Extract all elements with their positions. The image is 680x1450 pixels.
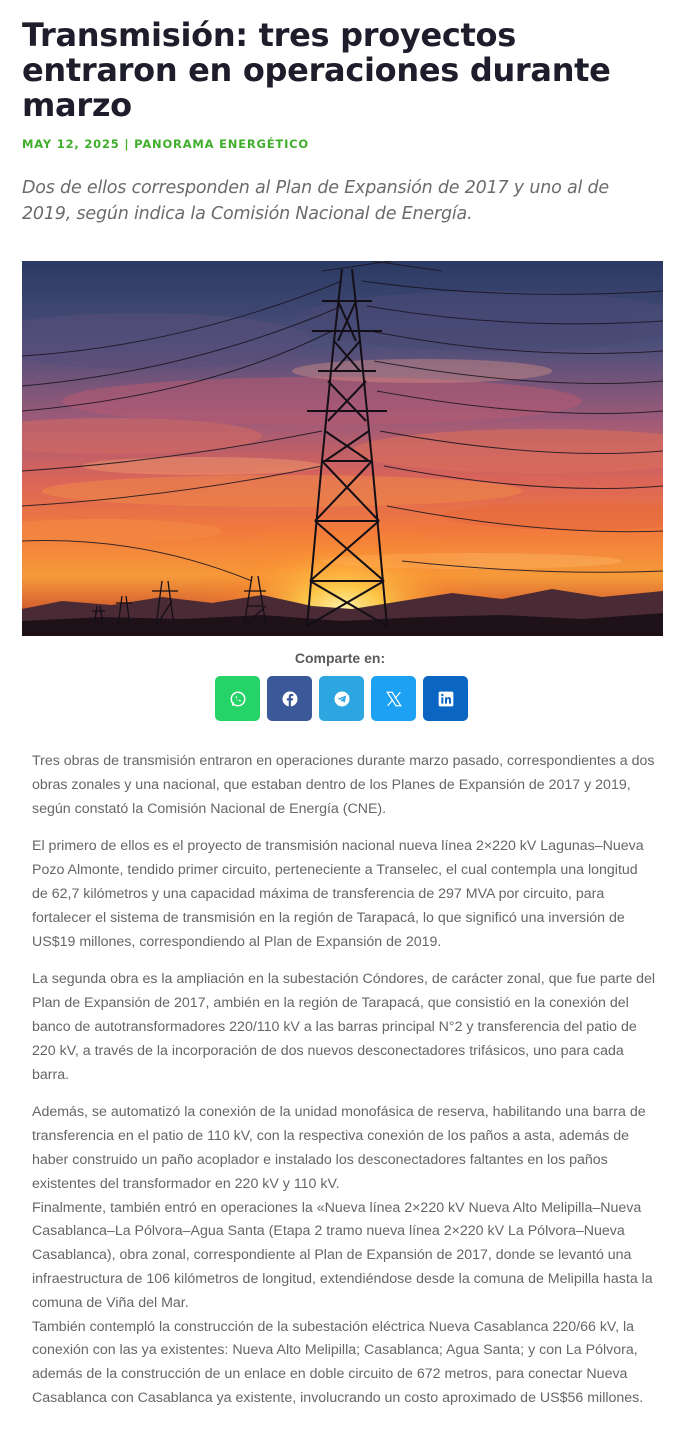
telegram-icon — [333, 690, 351, 708]
article-meta[interactable]: MAY 12, 2025 | PANORAMA ENERGÉTICO — [22, 137, 309, 151]
share-label: Comparte en: — [294, 650, 386, 666]
facebook-icon — [281, 690, 299, 708]
article-title: Transmisión: tres proyectos entraron en operaciones durante marzo — [22, 16, 611, 124]
article-header — [22, 18, 663, 227]
whatsapp-icon — [229, 690, 247, 708]
paragraph: También contempló la construcción de la subestación eléctrica Nueva Casablanca 220/66 kV, la conexión con las ya existentes: Nueva Alto Melipilla; Casablanca; Agua Santa; y con La Pólvora, además de la construcción de un enlace en doble circuito de 672 metros, para conectar Nueva Casablanca con Casablanca ya existente, involucrando un costo aproximado de US$56 millones. — [32, 1318, 644, 1406]
paragraph: Además, se automatizó la conexión de la unidad monofásica de reserva, habilitando una barra de transferencia en el patio de 110 kV, con la respectiva conexión de los paños a asta, además de haber construido un paño acoplador e instalado los desconectadores faltantes en los paños existentes del transformador en 220 kV y 110 kV. — [32, 1104, 646, 1192]
share-whatsapp-button[interactable] — [215, 676, 260, 721]
x-icon — [385, 690, 403, 708]
article-body — [32, 750, 656, 1411]
share-telegram-button[interactable] — [319, 676, 364, 721]
share-facebook-button[interactable] — [267, 676, 312, 721]
share-buttons — [215, 676, 468, 721]
paragraph: Tres obras de transmisión entraron en operaciones durante marzo pasado, correspondientes a dos obras zonales y una nacional, que estaban dentro de los Planes de Expansión de 2017 y 2019, según constató la Comisión Nacional de Energía (CNE). — [32, 753, 655, 817]
share-x-button[interactable] — [371, 676, 416, 721]
hero-image — [22, 261, 663, 636]
paragraph: Finalmente, también entró en operaciones la «Nueva línea 2×220 kV Nueva Alto Melipilla–Nueva Casablanca–La Pólvora–Agua Santa (Etapa 2 tramo nueva línea 2×220 kV La Pólvora–Nueva Casablanca), obra zonal, correspondiente al Plan de Expansión de 2017, donde se levantó una infraestructura de 106 kilómetros de longitud, extendiéndose desde la comuna de Melipilla hasta la comuna de Viña del Mar. — [32, 1199, 653, 1311]
linkedin-icon — [438, 691, 454, 707]
paragraph: La segunda obra es la ampliación en la subestación Cóndores, de carácter zonal, que fue parte del Plan de Expansión de 2017, ambién en la región de Tarapacá, que consistió en la conexión del banco de autotransformadores 220/110 kV a las barras principal N°2 y transferencia del patio de 220 kV, a través de la incorporación de dos nuevos desconectadores trifásicos, uno para cada barra. — [32, 971, 656, 1083]
transmission-tower-sunset-photo — [22, 261, 663, 636]
share-linkedin-button[interactable] — [423, 676, 468, 721]
article-lead: Dos de ellos corresponden al Plan de Expansión de 2017 y uno al de 2019, según indica la Comisión Nacional de Energía. — [22, 178, 610, 224]
paragraph: El primero de ellos es el proyecto de transmisión nacional nueva línea 2×220 kV Lagunas–Nueva Pozo Almonte, tendido primer circuito, perteneciente a Transelec, el cual contempla una longitud de 62,7 kilómetros y una capacidad máxima de transferencia de 297 MVA por circuito, para fortalecer el sistema de transmisión en la región de Tarapacá, lo que significó una inversión de US$19 millones, correspondiendo al Plan de Expansión de 2019. — [32, 838, 644, 950]
